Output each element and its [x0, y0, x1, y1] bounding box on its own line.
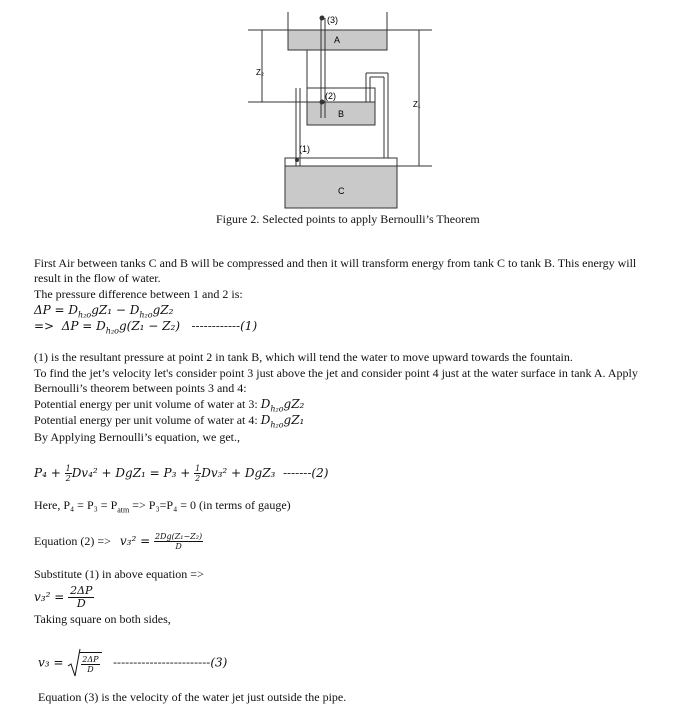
pressure-difference-text: The pressure difference between 1 and 2 is:: [34, 287, 243, 301]
here-gauge-text: Here, $P_4 = P_3 = P_{atm} => P_3=P_4 = 0$ (in terms of gauge): [34, 498, 291, 515]
substitute-text: Substitute (1) in above equation =>: [34, 567, 204, 581]
z1-label: Z₁: [413, 100, 421, 109]
apparatus-diagram: [0, 0, 676, 210]
paragraph-intro: First Air between tanks C and B will be compressed and then it will transform energy from tank C to tank B. This energy will result in the flow of water.: [34, 256, 637, 285]
applying-bernoulli-text: By Applying Bernoulli’s equation, we get.,: [34, 430, 240, 444]
potential-energy-4: Potential energy per unit volume of water at 4: $D_{h_2o}gZ_1$: [34, 413, 305, 430]
point-2-label: (2): [325, 91, 336, 101]
paragraph-resultant: (1) is the resultant pressure at point 2 in tank B, which will tend the water to move upward towards the fountain.: [34, 350, 573, 364]
final-statement: Equation (3) is the velocity of the water jet just outside the pipe.: [38, 690, 347, 704]
equation-v3-squared: v₃² = $\frac{2\Delta P}{D}$: [34, 584, 93, 610]
taking-square-text: Taking square on both sides,: [34, 612, 171, 626]
tank-a-label: A: [334, 35, 341, 45]
equation-2: P₄ + $\frac{1}{2}$ Dv₄² + DgZ₁ = P₃ + $\frac{1}{2}$ Dv₃² + DgZ₃ -------(2): [34, 464, 329, 483]
equation-delta-p: $\Delta P = D_{h_2o}gZ_1 - D_{h_2o}gZ_2$: [34, 303, 174, 320]
point-1-label: (1): [299, 144, 310, 154]
tank-c-label: C: [338, 186, 345, 196]
equation-3: v₃ = $\frac{2\Delta P}{D}$ ------------------------(3): [38, 648, 227, 678]
tank-b-label: B: [338, 109, 345, 119]
equation-1: => $\Delta P = D_{h_2o}g(Z_1 - Z_2)$ ------------(1): [34, 319, 258, 336]
paragraph-jet-velocity: To find the jet’s velocity let's consider point 3 just above the jet and consider point 4 just at the water surface in tank A. Apply Bernoulli’s theorem between points 3 and 4:: [34, 366, 638, 395]
potential-energy-3: Potential energy per unit volume of water at 3: $D_{h_2o}gZ_2$: [34, 397, 305, 414]
equation-2-velocity: Equation (2) => v₃² = $\frac{\text{2Dg(Z₁−Z₂)}}{D}$: [34, 532, 203, 551]
z2-label: Z₂: [256, 68, 264, 77]
point-3-label: (3): [327, 15, 338, 25]
figure-caption: Figure 2. Selected points to apply Bernoulli’s Theorem: [216, 212, 480, 226]
